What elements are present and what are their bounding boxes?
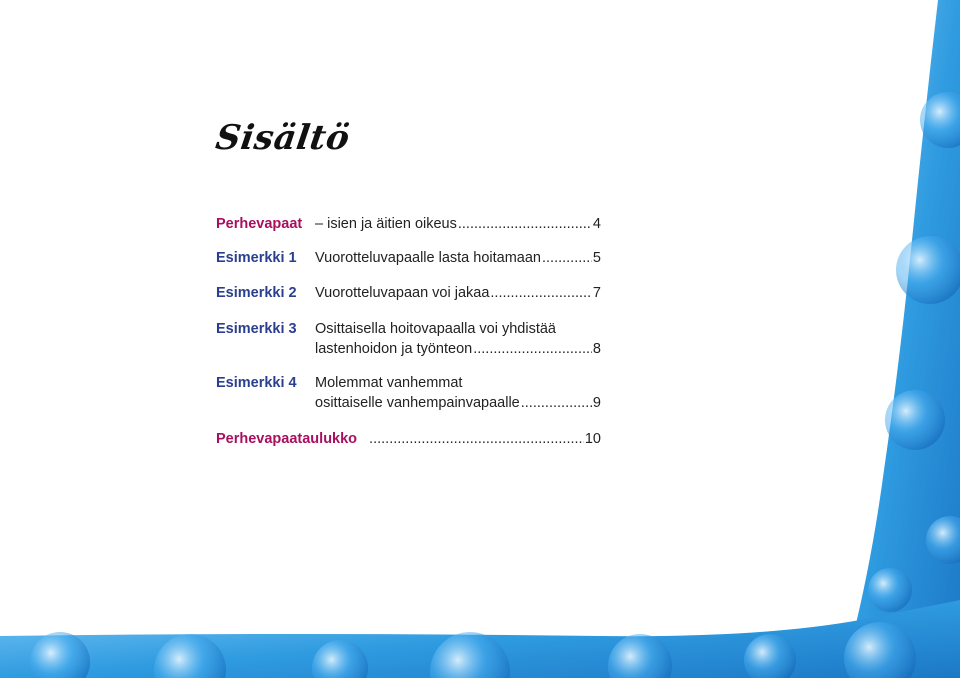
toc-page-number: 10	[584, 431, 601, 447]
toc-page-number: 8	[592, 341, 601, 357]
dot-leader	[473, 339, 592, 359]
dot-leader	[490, 283, 592, 303]
toc-entry-title: Vuorotteluvapaalle lasta hoitamaan	[315, 250, 541, 266]
toc-entry-text	[315, 283, 601, 303]
toc-page-number: 4	[592, 216, 601, 232]
toc-section-label: Perhevapaataulukko	[216, 431, 358, 447]
dot-leader	[369, 429, 584, 449]
toc-section-label: Esimerkki 1	[216, 250, 297, 266]
toc-entry-title-continued: lastenhoidon ja työnteon	[315, 341, 473, 357]
toc-section-label: Esimerkki 3	[216, 321, 297, 337]
toc-entry-text	[315, 248, 601, 268]
toc-section-label: Esimerkki 4	[216, 375, 297, 391]
toc-entry-text	[315, 214, 601, 234]
dot-leader	[458, 214, 592, 234]
toc-section-label: Perhevapaat	[216, 216, 303, 232]
toc-entry-text	[315, 373, 601, 413]
toc-entry-title: Molemmat vanhemmat	[315, 375, 463, 391]
toc-entry-title: Osittaisella hoitovapaalla voi yhdistää	[315, 321, 556, 337]
dot-leader	[521, 393, 592, 413]
toc-page-number: 7	[592, 285, 601, 301]
toc-entry-title-continued: osittaiselle vanhempainvapaalle	[315, 395, 520, 411]
page-title: Sisältö	[213, 118, 353, 158]
dot-leader	[542, 248, 592, 268]
toc-entry-title: Vuorotteluvapaan voi jakaa	[315, 285, 490, 301]
toc-entry-text	[216, 429, 601, 449]
toc-page-number: 5	[592, 250, 601, 266]
toc-section-label: Esimerkki 2	[216, 285, 297, 301]
toc-entry-title: – isien ja äitien oikeus	[315, 216, 457, 232]
toc-entry-text	[315, 319, 601, 359]
toc-page-number: 9	[592, 395, 601, 411]
